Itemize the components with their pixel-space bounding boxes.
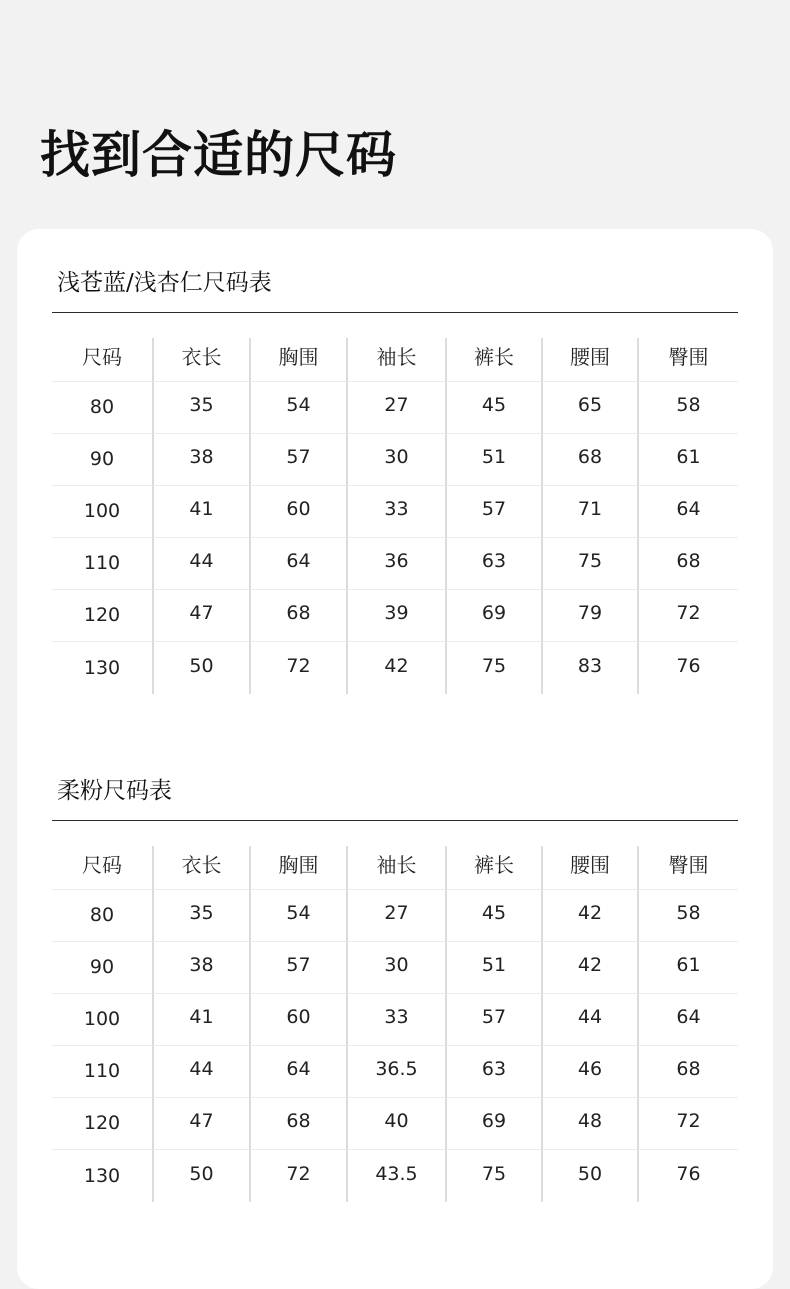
- size-chart-card: [17, 229, 773, 1289]
- table-header-cell: 腰围: [541, 846, 637, 890]
- table-cell: 27: [346, 382, 445, 434]
- table-cell: 69: [445, 1098, 541, 1150]
- table-header-cell: 腰围: [541, 338, 637, 382]
- section-title: 浅苍蓝/浅杏仁尺码表: [52, 229, 738, 313]
- table-cell: 42: [541, 890, 637, 942]
- table-cell: 68: [541, 434, 637, 486]
- size-cell: 80: [52, 382, 152, 434]
- table-cell: 58: [637, 890, 738, 942]
- table-cell: 38: [152, 434, 249, 486]
- table-header-cell: 胸围: [249, 338, 346, 382]
- size-cell: 90: [52, 942, 152, 994]
- table-cell: 57: [249, 942, 346, 994]
- section-title: 柔粉尺码表: [52, 737, 738, 821]
- table-cell: 27: [346, 890, 445, 942]
- table-cell: 75: [541, 538, 637, 590]
- table-cell: 64: [249, 538, 346, 590]
- table-cell: 75: [445, 1150, 541, 1202]
- table-header-cell: 袖长: [346, 846, 445, 890]
- table-cell: 60: [249, 486, 346, 538]
- table-header-cell: 裤长: [445, 846, 541, 890]
- table-cell: 64: [637, 486, 738, 538]
- table-cell: 30: [346, 942, 445, 994]
- table-cell: 50: [541, 1150, 637, 1202]
- table-cell: 33: [346, 486, 445, 538]
- table-cell: 30: [346, 434, 445, 486]
- table-cell: 68: [637, 1046, 738, 1098]
- table-cell: 39: [346, 590, 445, 642]
- table-cell: 45: [445, 890, 541, 942]
- size-cell: 90: [52, 434, 152, 486]
- table-cell: 68: [249, 590, 346, 642]
- table-cell: 64: [637, 994, 738, 1046]
- table-cell: 75: [445, 642, 541, 694]
- table-header-cell: 衣长: [152, 338, 249, 382]
- table-cell: 79: [541, 590, 637, 642]
- size-cell: 100: [52, 486, 152, 538]
- size-cell: 100: [52, 994, 152, 1046]
- table-cell: 68: [637, 538, 738, 590]
- table-cell: 36: [346, 538, 445, 590]
- table-cell: 83: [541, 642, 637, 694]
- table-cell: 64: [249, 1046, 346, 1098]
- table-cell: 72: [249, 642, 346, 694]
- table-cell: 72: [637, 1098, 738, 1150]
- table-cell: 71: [541, 486, 637, 538]
- table-cell: 61: [637, 942, 738, 994]
- table-cell: 42: [541, 942, 637, 994]
- table-cell: 35: [152, 890, 249, 942]
- table-cell: 57: [249, 434, 346, 486]
- table-cell: 51: [445, 434, 541, 486]
- size-table: [52, 338, 738, 694]
- table-cell: 51: [445, 942, 541, 994]
- table-cell: 48: [541, 1098, 637, 1150]
- table-header-cell: 衣长: [152, 846, 249, 890]
- table-cell: 72: [637, 590, 738, 642]
- size-cell: 110: [52, 1046, 152, 1098]
- table-cell: 76: [637, 642, 738, 694]
- table-cell: 33: [346, 994, 445, 1046]
- table-cell: 54: [249, 890, 346, 942]
- table-header-cell: 胸围: [249, 846, 346, 890]
- table-cell: 69: [445, 590, 541, 642]
- table-cell: 36.5: [346, 1046, 445, 1098]
- size-cell: 110: [52, 538, 152, 590]
- size-cell: 130: [83, 1164, 121, 1187]
- table-header-cell: 裤长: [445, 338, 541, 382]
- table-cell: 42: [346, 642, 445, 694]
- table-cell: 35: [152, 382, 249, 434]
- size-cell: 120: [52, 1098, 152, 1150]
- table-header-cell: 臀围: [637, 338, 738, 382]
- table-cell: 40: [346, 1098, 445, 1150]
- table-header-cell: 臀围: [637, 846, 738, 890]
- table-cell: 45: [445, 382, 541, 434]
- size-cell: 80: [52, 890, 152, 942]
- size-cell: 120: [52, 590, 152, 642]
- page-title: 找到合适的尺码: [40, 126, 397, 184]
- size-cell: 130: [83, 656, 121, 679]
- table-cell: 72: [249, 1150, 346, 1202]
- size-section-blue-almond: [52, 229, 738, 694]
- table-cell: 61: [637, 434, 738, 486]
- table-cell: 50: [152, 1150, 249, 1202]
- table-cell: 57: [445, 994, 541, 1046]
- table-cell: 50: [152, 642, 249, 694]
- table-cell: 58: [637, 382, 738, 434]
- table-cell: 65: [541, 382, 637, 434]
- table-cell: 47: [152, 1098, 249, 1150]
- table-header-cell: 袖长: [346, 338, 445, 382]
- table-cell: 41: [152, 994, 249, 1046]
- table-cell: 44: [541, 994, 637, 1046]
- table-cell: 47: [152, 590, 249, 642]
- table-cell: 44: [152, 538, 249, 590]
- table-cell: 38: [152, 942, 249, 994]
- table-cell: 63: [445, 538, 541, 590]
- table-cell: 57: [445, 486, 541, 538]
- table-cell: 68: [249, 1098, 346, 1150]
- table-cell: 76: [637, 1150, 738, 1202]
- table-cell: 44: [152, 1046, 249, 1098]
- size-table: [52, 846, 738, 1202]
- table-cell: 60: [249, 994, 346, 1046]
- table-header-cell: 尺码: [52, 846, 152, 890]
- table-cell: 41: [152, 486, 249, 538]
- table-cell: 54: [249, 382, 346, 434]
- table-header-cell: 尺码: [52, 338, 152, 382]
- table-cell: 43.5: [346, 1150, 445, 1202]
- table-cell: 46: [541, 1046, 637, 1098]
- table-cell: 63: [445, 1046, 541, 1098]
- size-section-soft-pink: [52, 737, 738, 1202]
